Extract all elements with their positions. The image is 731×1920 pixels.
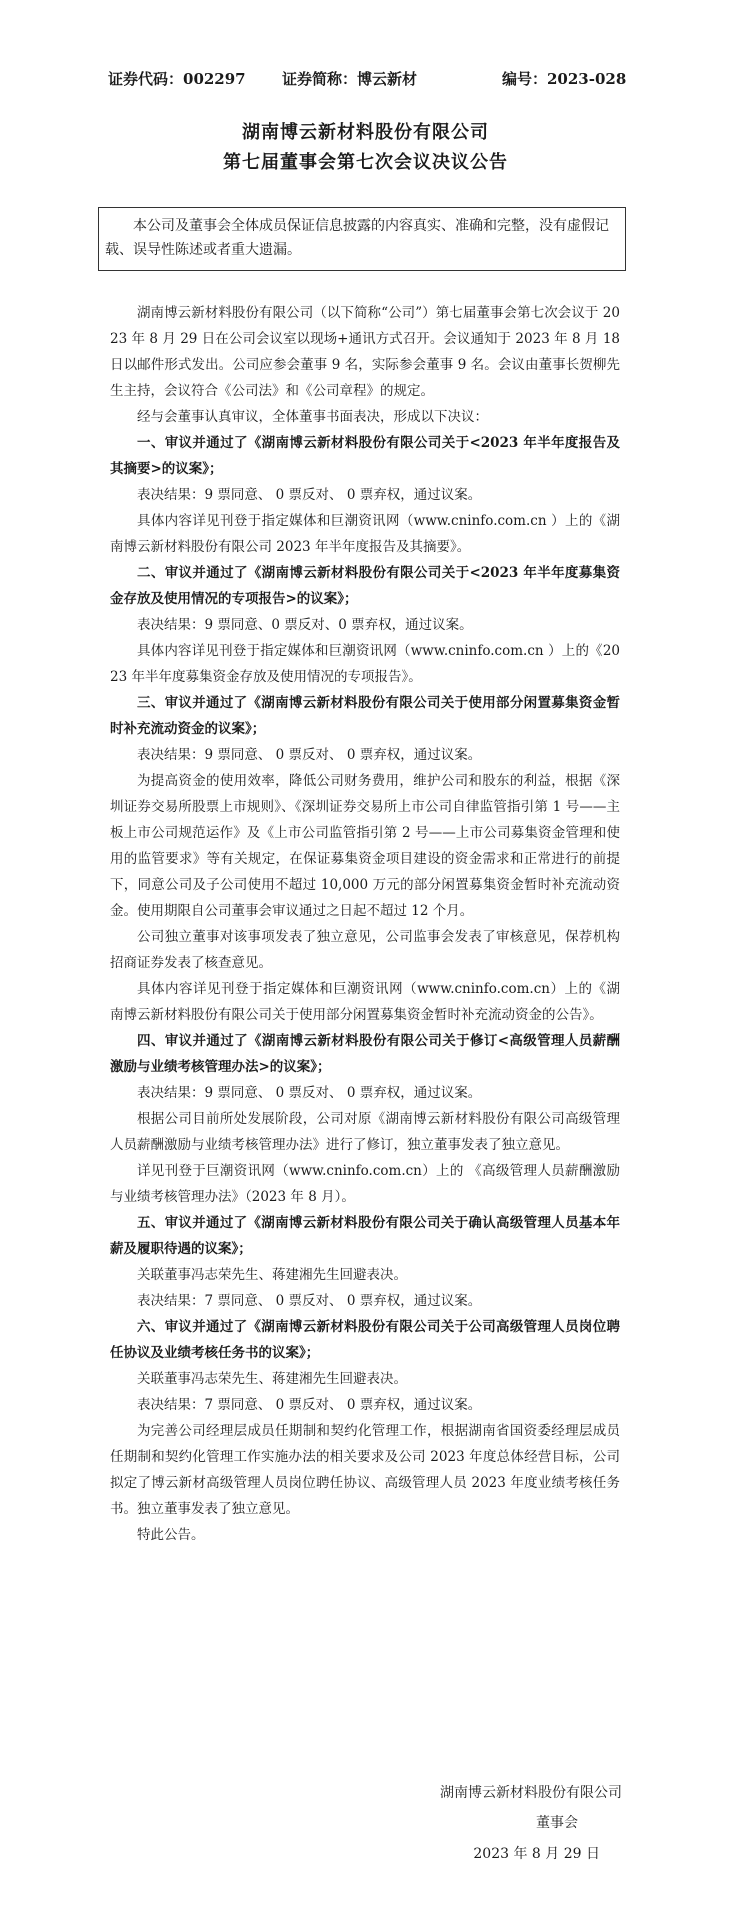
detail-paragraph: 根据公司目前所处发展阶段，公司对原《湖南博云新材料股份有限公司高级管理人员薪酬激励与业绩考核管理办法》进行了修订，独立董事发表了独立意见。 [110, 1111, 620, 1153]
detail-paragraph: 具体内容详见刊登于指定媒体和巨潮资讯网（www.cninfo.com.cn ）上的《湖南博云新材料股份有限公司 2023 年半年度报告及其摘要》。 [110, 513, 620, 555]
vote-result: 表决结果：7 票同意、 0 票反对、 0 票弃权，通过议案。 [137, 1293, 482, 1309]
recusal-note: 关联董事冯志荣先生、蒋建湘先生回避表决。 [137, 1371, 407, 1387]
intro-paragraph: 经与会董事认真审议，全体董事书面表决，形成以下决议： [137, 409, 488, 425]
signature-date: 2023 年 8 月 29 日 [473, 1846, 600, 1862]
announcement-body [110, 300, 620, 1548]
resolution-heading-1: 一、审议并通过了《湖南博云新材料股份有限公司关于<2023 年半年度报告及其摘要>的议案》； [110, 435, 620, 477]
intro-paragraph: 湖南博云新材料股份有限公司（以下简称“公司”）第七届董事会第七次会议于 2023 年 8 月 29 日在公司会议室以现场+通讯方式召开。会议通知于 2023 年 8 月 18 日以邮件形式发出。公司应参会董事 9 名，实际参会董事 9 名。会议由董事长贺柳先生主持，会议符合《公司法》和《公司章程》的规定。 [110, 305, 620, 399]
detail-paragraph: 具体内容详见刊登于指定媒体和巨潮资讯网（www.cninfo.com.cn ）上的《2023 年半年度募集资金存放及使用情况的专项报告》。 [110, 643, 620, 685]
announcement-number: 编号：2023-028 [502, 70, 627, 88]
signature-company: 湖南博云新材料股份有限公司 [440, 1785, 622, 1801]
disclaimer-box [98, 207, 626, 271]
recusal-note: 关联董事冯志荣先生、蒋建湘先生回避表决。 [137, 1267, 407, 1283]
detail-paragraph: 为提高资金的使用效率，降低公司财务费用，维护公司和股东的利益，根据《深圳证券交易所股票上市规则》、《深圳证券交易所上市公司自律监管指引第 1 号——主板上市公司规范运作》及《上市公司监管指引第 2 号——上市公司募集资金管理和使用的监管要求》等有关规定，在保证募集资金项目建设的资金需求和正常进行的前提下，同意公司及子公司使用不超过 10,000 万元的部分闲置募集资金暂时补充流动资金。使用期限自公司董事会审议通过之日起不超过 12 个月。 [110, 773, 620, 919]
stock-short-name: 证券简称：博云新材 [282, 70, 418, 88]
detail-paragraph: 公司独立董事对该事项发表了独立意见，公司监事会发表了审核意见，保荐机构招商证券发表了核查意见。 [110, 929, 620, 971]
resolution-heading-5: 五、审议并通过了《湖南博云新材料股份有限公司关于确认高级管理人员基本年薪及履职待遇的议案》； [110, 1215, 620, 1257]
vote-result: 表决结果：7 票同意、 0 票反对、 0 票弃权，通过议案。 [137, 1397, 482, 1413]
stock-code: 证券代码：002297 [108, 70, 246, 88]
signature-board: 董事会 [536, 1815, 578, 1831]
vote-result: 表决结果：9 票同意、 0 票反对、 0 票弃权，通过议案。 [137, 1085, 482, 1101]
vote-result: 表决结果：9 票同意、 0 票反对、 0 票弃权，通过议案。 [137, 487, 482, 503]
resolution-heading-4: 四、审议并通过了《湖南博云新材料股份有限公司关于修订<高级管理人员薪酬激励与业绩考核管理办法>的议案》； [110, 1033, 620, 1075]
detail-paragraph: 为完善公司经理层成员任期制和契约化管理工作，根据湖南省国资委经理层成员任期制和契约化管理工作实施办法的相关要求及公司 2023 年度总体经营目标，公司拟定了博云新材高级管理人员岗位聘任协议、高级管理人员 2023 年度业绩考核任务书。独立董事发表了独立意见。 [110, 1423, 620, 1517]
resolution-heading-6: 六、审议并通过了《湖南博云新材料股份有限公司关于公司高级管理人员岗位聘任协议及业绩考核任务书的议案》； [110, 1319, 620, 1361]
vote-result: 表决结果：9 票同意、 0 票反对、 0 票弃权，通过议案。 [137, 747, 482, 763]
company-title: 湖南博云新材料股份有限公司 [242, 122, 489, 143]
detail-paragraph: 详见刊登于巨潮资讯网（www.cninfo.com.cn）上的 《高级管理人员薪酬激励与业绩考核管理办法》（2023 年 8 月）。 [110, 1163, 620, 1205]
closing-paragraph: 特此公告。 [137, 1527, 205, 1543]
disclaimer-text: 本公司及董事会全体成员保证信息披露的内容真实、准确和完整，没有虚假记载、误导性陈述或者重大遗漏。 [105, 218, 609, 258]
resolution-heading-2: 二、审议并通过了《湖南博云新材料股份有限公司关于<2023 年半年度募集资金存放及使用情况的专项报告>的议案》； [110, 565, 620, 607]
announcement-title: 第七届董事会第七次会议决议公告 [223, 152, 508, 173]
detail-paragraph: 具体内容详见刊登于指定媒体和巨潮资讯网（www.cninfo.com.cn）上的《湖南博云新材料股份有限公司关于使用部分闲置募集资金暂时补充流动资金的公告》。 [110, 981, 620, 1023]
resolution-heading-3: 三、审议并通过了《湖南博云新材料股份有限公司关于使用部分闲置募集资金暂时补充流动资金的议案》； [110, 695, 620, 737]
vote-result: 表决结果：9 票同意、0 票反对、0 票弃权，通过议案。 [137, 617, 473, 633]
